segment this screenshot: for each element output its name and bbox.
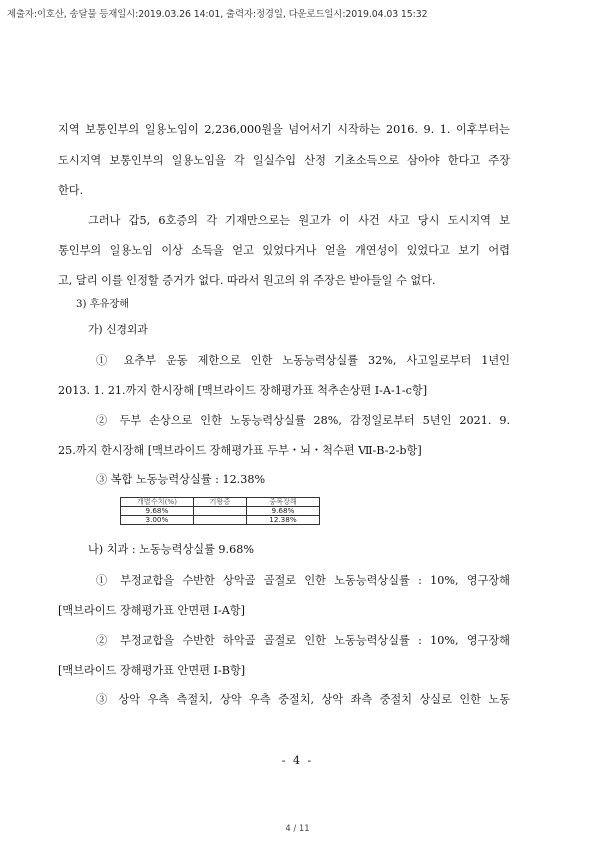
- composite-disability-table: [120, 497, 320, 525]
- section-heading: 3) 후유장해: [76, 299, 130, 310]
- body-line: 25.까지 한시장해 [맥브라이드 장해평가표 두부・뇌・척수편 Ⅶ-B-2-b항]: [58, 444, 422, 457]
- body-line: ① 부정교합을 수반한 상악골 골절로 인한 노동능력상실률 : 10%, 영구장해: [96, 574, 510, 587]
- body-line: [맥브라이드 장해평가표 안면편 I-A항]: [58, 604, 245, 617]
- body-line: 통인부의 일용노임 이상 소득을 얻고 있었다거나 얻을 개연성이 있었다고 보기 어렵: [58, 244, 510, 257]
- table-cell: 12.38%: [246, 516, 319, 525]
- page-counter-footer: 4 / 11: [285, 823, 310, 833]
- table-cell: 9.68%: [246, 507, 319, 516]
- table-header-cell: 개별수치(%): [121, 498, 194, 507]
- body-line: 고, 달리 이를 인정할 증거가 없다. 따라서 원고의 위 주장은 받아들일 수 없다.: [58, 274, 436, 287]
- body-line: ② 부정교합을 수반한 하악골 골절로 인한 노동능력상실률 : 10%, 영구장해: [96, 634, 510, 647]
- subsection-heading: 가) 신경외과: [88, 323, 148, 336]
- body-line: 한다.: [58, 184, 84, 197]
- body-line: 도시지역 보통인부의 일용노임을 각 일실수입 산정 기초소득으로 삼아야 한다고 주장: [58, 154, 510, 167]
- body-line: ③ 복합 노동능력상실률 : 12.38%: [96, 473, 266, 486]
- subsection-heading: 나) 치과 : 노동능력상실률 9.68%: [88, 543, 254, 556]
- table-header-cell: 기왕증: [193, 498, 246, 507]
- body-line: ① 요추부 운동 제한으로 인한 노동능력상실률 32%, 사고일로부터 1년인: [96, 354, 510, 367]
- body-line: ③ 상악 우측 측절치, 상악 우측 중절치, 상악 좌측 중절치 상실로 인한 노동: [96, 693, 510, 706]
- submission-header: 제출자:이호산, 송달물 등재일시:2019.03.26 14:01, 출력자:정경일, 다운로드일시:2019.04.03 15:32: [7, 9, 428, 20]
- body-line: ② 두부 손상으로 인한 노동능력상실률 28%, 감정일로부터 5년인 2021. 9.: [96, 414, 510, 427]
- body-line: 지역 보통인부의 일용노임이 2,236,000원을 넘어서기 시작하는 2016. 9. 1. 이후부터는: [58, 123, 510, 136]
- table-cell: [193, 507, 246, 516]
- body-line: 2013. 1. 21.까지 한시장해 [맥브라이드 장해평가표 척추손상편 I-A-1-c항]: [58, 384, 428, 397]
- table-cell: 3.00%: [121, 516, 194, 525]
- table-header-cell: 중복장해: [246, 498, 319, 507]
- table-cell: 9.68%: [121, 507, 194, 516]
- body-line: 그러나 갑5, 6호증의 각 기재만으로는 원고가 이 사건 사고 당시 도시지역 보: [88, 214, 510, 227]
- body-line: [맥브라이드 장해평가표 안면편 I-B항]: [58, 664, 246, 677]
- page-number: - 4 -: [281, 754, 314, 767]
- table-row: [121, 516, 320, 525]
- table-cell: [193, 516, 246, 525]
